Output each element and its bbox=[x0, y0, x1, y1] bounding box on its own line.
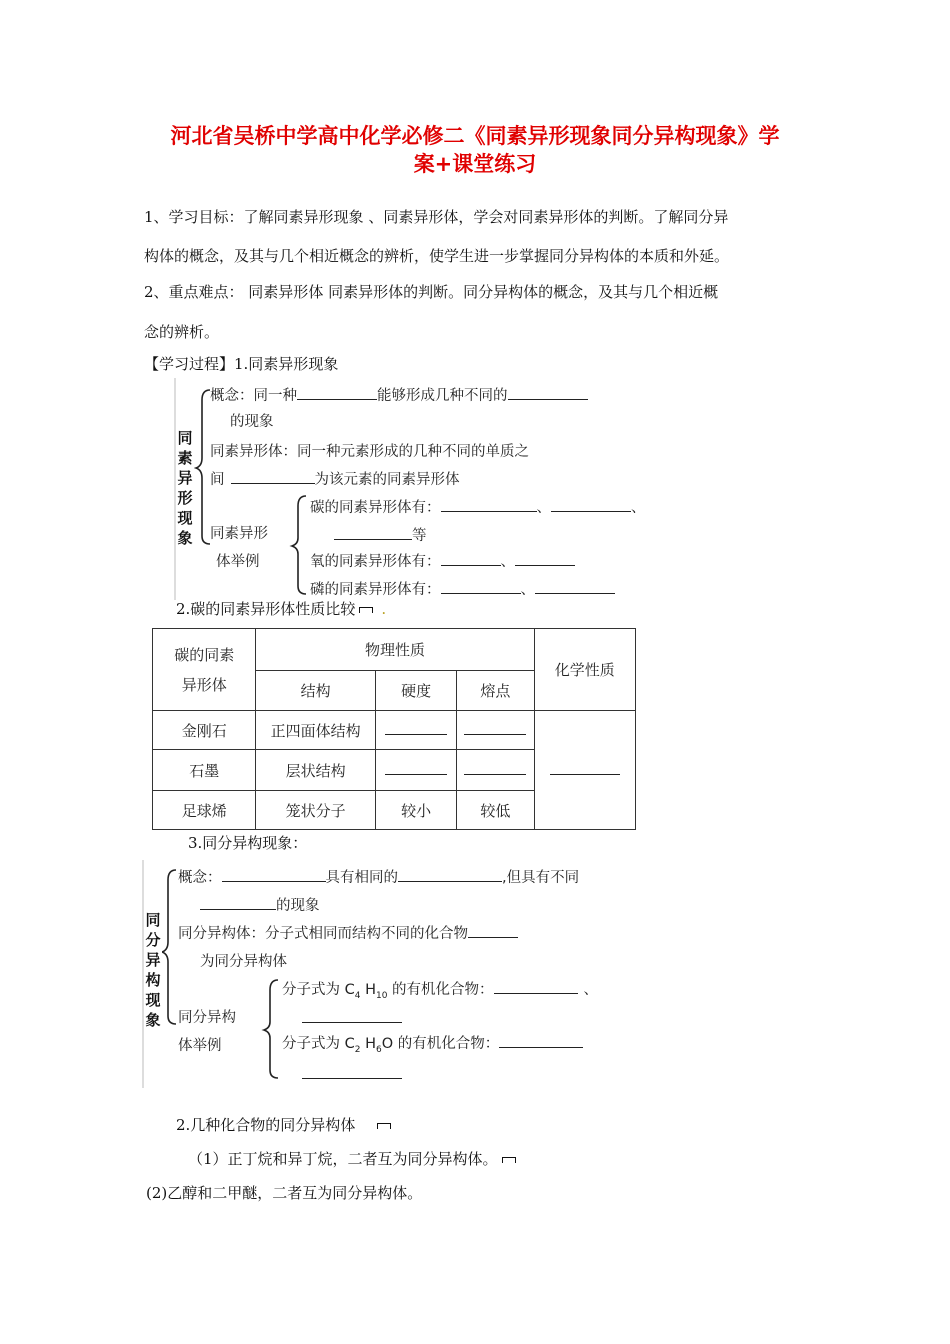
isomerism-concept-end: 的现象 bbox=[276, 898, 320, 914]
header-melting: 熔点 bbox=[457, 671, 534, 711]
dot-mark-icon: . bbox=[381, 600, 387, 618]
phosphorus-allotropes-label: 磷的同素异形体有： bbox=[310, 582, 441, 598]
allotrope-def2-pre: 间 bbox=[210, 472, 225, 488]
table-row: 金刚石 正四面体结构 bbox=[153, 711, 636, 750]
isomer-definition-2: 为同分异构体 bbox=[200, 954, 287, 970]
header-physical: 物理性质 bbox=[256, 629, 534, 671]
carbon-etc: 等 bbox=[412, 528, 427, 544]
section3-heading: 3.同分异构现象： bbox=[188, 834, 308, 852]
header-hardness: 硬度 bbox=[375, 671, 456, 711]
keypoints-line-1: 2、重点难点： 同素异形体 同素异形体的判断。同分异构体的概念，及其与几个相近概 bbox=[144, 283, 719, 301]
process-heading: 【学习过程】1.同素异形现象 bbox=[144, 355, 339, 373]
allotrope-definition: 同素异形体：同一种元素形成的几种不同的单质之 bbox=[210, 444, 529, 460]
page-title bbox=[0, 122, 950, 178]
isomerism-diagram: 同 分 异 构 现 象 概念： 具有相同的 ,但具有不同 的现象 同分异构体：分子式相同而结构不同的化合物 为同分异构体 同分异构 体举例 分子式为 $C_4$ $H_{10}$ 的有机化合物： 、 分子式为 $C_2$ $H_6O$ 的有机化合物： bbox=[142, 860, 672, 1088]
allotropy-examples-label-2: 体举例 bbox=[216, 554, 260, 570]
bracket-mark-icon bbox=[359, 607, 373, 613]
allotropy-examples-label-1: 同素异形 bbox=[210, 526, 268, 542]
bracket-mark-icon bbox=[377, 1123, 391, 1129]
allotropy-concept-label: 概念：同一种 bbox=[210, 388, 297, 404]
isomerism-vertical-label: 同 分 异 构 现 象 bbox=[145, 911, 161, 1029]
title-line-2: 案+课堂练习 bbox=[413, 152, 537, 176]
title-line-1: 河北省吴桥中学高中化学必修二《同素异形现象同分异构现象》学 bbox=[170, 124, 780, 148]
allotropy-concept-end: 的现象 bbox=[230, 414, 274, 430]
item-1: （1）正丁烷和异丁烷，二者互为同分异构体。 bbox=[188, 1150, 498, 1168]
header-chemical: 化学性质 bbox=[534, 629, 635, 711]
goals-line-1: 1、学习目标：了解同素异形现象 、同素异形体，学会对同素异形体的判断。了解同分异 bbox=[144, 208, 729, 226]
keypoints-line-2: 念的辨析。 bbox=[144, 323, 220, 341]
allotropy-concept-mid: 能够形成几种不同的 bbox=[377, 388, 508, 404]
header-structure: 结构 bbox=[256, 671, 375, 711]
allotropy-vertical-label: 同 素 异 形 现 象 bbox=[177, 429, 193, 547]
isomer-definition: 同分异构体：分子式相同而结构不同的化合物 bbox=[178, 926, 468, 942]
isomerism-concept-label: 概念： bbox=[178, 870, 222, 886]
goals-line-2: 构体的概念，及其与几个相近概念的辨析，使学生进一步掌握同分异构体的本质和外延。 bbox=[144, 247, 730, 265]
isomerism-examples-label-2: 体举例 bbox=[178, 1038, 222, 1054]
header-allotrope: 碳的同素 异形体 bbox=[153, 629, 256, 711]
section4-heading: 2.几种化合物的同分异构体 bbox=[176, 1116, 356, 1134]
c4h10-example: 分子式为 $C_4$ $H_{10}$ 的有机化合物： 、 bbox=[282, 978, 598, 1001]
allotrope-def2-post: 为该元素的同素异形体 bbox=[314, 472, 460, 488]
oxygen-allotropes-label: 氧的同素异形体有： bbox=[310, 554, 441, 570]
isomerism-examples-label-1: 同分异构 bbox=[178, 1010, 236, 1026]
section2-heading: 2.碳的同素异形体性质比较 bbox=[176, 600, 356, 618]
table-row: 石墨 层状结构 bbox=[153, 750, 636, 791]
bracket-mark-icon bbox=[502, 1157, 516, 1163]
table-row: 足球烯 笼状分子 较小 较低 bbox=[153, 791, 636, 830]
allotrope-comparison-table bbox=[152, 628, 636, 830]
item-2: (2)乙醇和二甲醚，二者互为同分异构体。 bbox=[146, 1184, 423, 1202]
carbon-allotropes-label: 碳的同素异形体有： bbox=[310, 500, 441, 516]
c2h6o-example: 分子式为 $C_2$ $H_6O$ 的有机化合物： bbox=[282, 1032, 583, 1055]
allotropy-diagram: 同 素 异 形 现 象 概念：同一种 能够形成几种不同的 的现象 同素异形体：同一种元素形成的几种不同的单质之 间 为该元素的同素异形体 同素异形 体举例 碳的同素异形体有： 、 、 等 氧的同素异形体有： 、 磷的同素异形体有： 、 bbox=[174, 378, 706, 600]
